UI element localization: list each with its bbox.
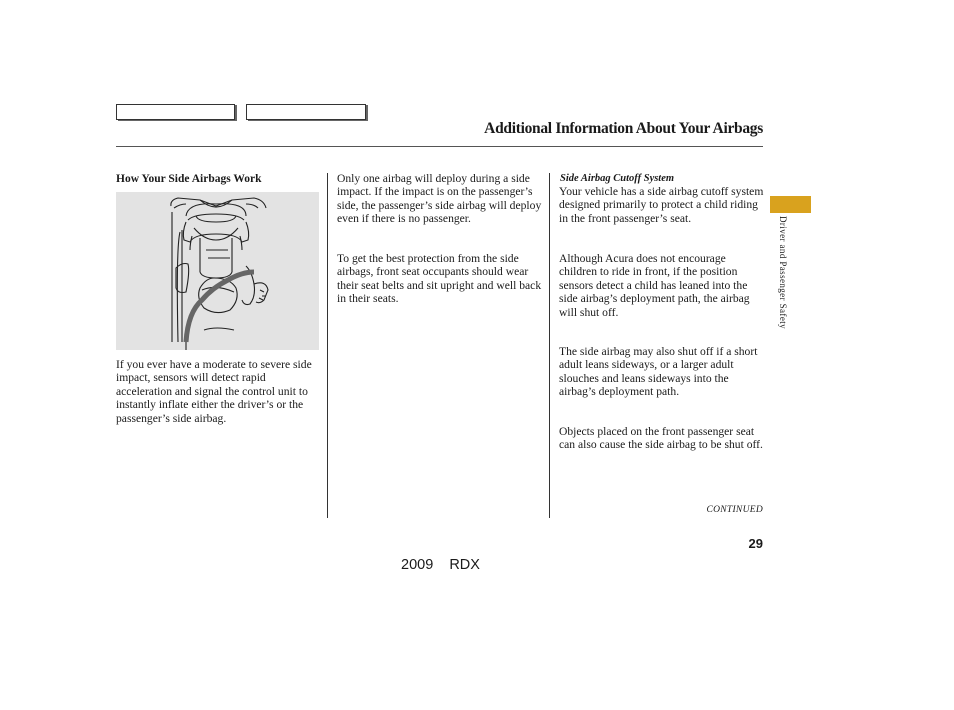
column-divider-1 xyxy=(327,173,328,518)
section-heading-side-airbags: How Your Side Airbags Work xyxy=(116,173,262,185)
paragraph-single-airbag-deploy: Only one airbag will deploy during a side impact. If the impact is on the passenger’s side, the passenger’s side airbag will deploy even if there is no passenger. xyxy=(337,172,542,226)
section-label-vertical: Driver and Passenger Safety xyxy=(778,216,788,330)
driver-seat-overhead-illustration xyxy=(116,192,319,350)
paragraph-side-impact-sensors: If you ever have a moderate to severe side impact, sensors will detect rapid acceleration and signal the control unit to instantly inflate either the driver’s or the passenger’s side airbag. xyxy=(116,358,312,425)
paragraph-cutoff-system-intro: Your vehicle has a side airbag cutoff system designed primarily to protect a child riding in the front passenger’s seat. xyxy=(559,185,764,225)
paragraph-occupant-protection: To get the best protection from the side airbags, front seat occupants should wear their seat belts and sit upright and well back in their seats. xyxy=(337,252,542,306)
header-rule xyxy=(116,146,763,147)
continued-marker: CONTINUED xyxy=(706,505,763,515)
page-title: Additional Information About Your Airbags xyxy=(484,120,763,137)
paragraph-adult-shutoff: The side airbag may also shut off if a short adult leans sideways, or a larger adult slouches and leans sideways into the airbag’s deployment path. xyxy=(559,345,758,399)
paragraph-objects-on-seat: Objects placed on the front passenger seat can also cause the side airbag to be shut off. xyxy=(559,425,763,452)
section-tab-marker xyxy=(770,196,811,213)
footer-model-name: 2009 RDX xyxy=(401,557,480,573)
column-divider-2 xyxy=(549,173,550,518)
nav-button-next[interactable] xyxy=(246,104,366,120)
nav-button-previous[interactable] xyxy=(116,104,235,120)
paragraph-child-position-sensors: Although Acura does not encourage children to ride in front, if the position sensors detect a child has leaned into the side airbag’s deployment path, the airbag will shut off. xyxy=(559,252,750,319)
page-number: 29 xyxy=(748,536,763,551)
section-heading-cutoff-system: Side Airbag Cutoff System xyxy=(560,173,675,184)
